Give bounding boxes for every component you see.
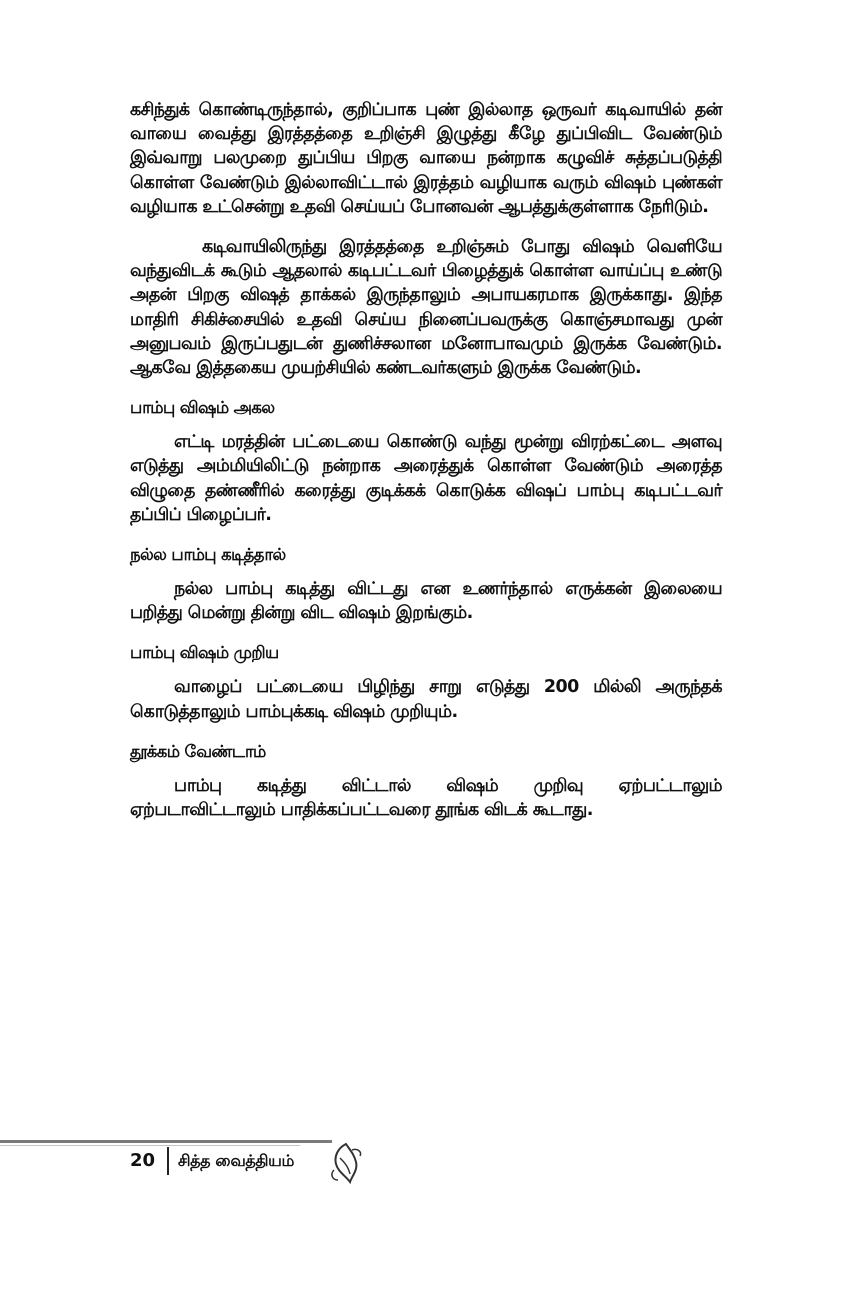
paragraph-2: கடிவாயிலிருந்து இரத்தத்தை உறிஞ்சும் போது விஷம் வெளியே வந்துவிடக் கூடும் ஆதலால் கடிபட்டவர் பிழைத்துக் கொள்ள வாய்ப்பு உண்டு அதன் பிறகு விஷத் தாக்கல் இருந்தாலும் அபாயகரமாக இருக்காது. இந்த மாதிரி சிகிச்சையில் உதவி செய்ய நினைப்பவருக்கு கொஞ்சமாவது முன் அனுபவம் இருப்பதுடன் துணிச்சலான மனோபாவமும் இருக்க வேண்டும். ஆகவே இத்தகைய முயற்சியில் கண்டவர்களும் இருக்க வேண்டும். [130,237,722,379]
section-heading-4: தூக்கம் வேண்டாம் [130,741,266,761]
paragraph-3: எட்டி மரத்தின் பட்டையை கொண்டு வந்து மூன்று விரற்கட்டை அளவு எடுத்து அம்மியிலிட்டு நன்றாக அரைத்துக் கொள்ள வேண்டும் அரைத்த விழுதை தண்ணீரில் கரைத்து குடிக்கக் கொடுக்க விஷப் பாம்பு கடிபட்டவர் தப்பிப் பிழைப்பர். [130,432,722,525]
section-heading-3: பாம்பு விஷம் முறிய [130,643,279,663]
page-content [130,98,722,822]
paragraph-1: கசிந்துக் கொண்டிருந்தால், குறிப்பாக புண் இல்லாத ஒருவர் கடிவாயில் தன் வாயை வைத்து இரத்தத்தை உறிஞ்சி இழுத்து கீழே துப்பிவிட வேண்டும் இவ்வாறு பலமுறை துப்பிய பிறகு வாயை நன்றாக கழுவிச் சுத்தப்படுத்தி கொள்ள வேண்டும் இல்லாவிட்டால் இரத்தம் வழியாக வரும் விஷம் புண்கள் வழியாக உட்சென்று உதவி செய்யப் போனவன் ஆபத்துக்குள்ளாக நேரிடும். [130,100,722,217]
section-heading-1: பாம்பு விஷம் அகல [130,398,275,418]
book-title: சித்த வைத்தியம் [178,1151,294,1170]
footer-separator [167,1147,169,1175]
paragraph-5: வாழைப் பட்டையை பிழிந்து சாறு எடுத்து 200 மில்லி அருந்தக் கொடுத்தாலும் பாம்புக்கடி விஷம் முறியும். [130,677,722,722]
page-number: 20 [130,1150,156,1171]
paragraph-4: நல்ல பாம்பு கடித்து விட்டது என உணர்ந்தால் எருக்கன் இலையை பறித்து மென்று தின்று விட விஷம் இறங்கும். [130,579,722,624]
section-heading-2: நல்ல பாம்பு கடித்தால் [130,545,286,565]
footer-divider [0,1140,332,1143]
paragraph-6: பாம்பு கடித்து விட்டால் விஷம் முறிவு ஏற்பட்டாலும் ஏற்படாவிட்டாலும் பாதிக்கப்பட்டவரை தூங்க விடக் கூடாது. [130,775,722,821]
leaf-ornament-icon [326,1140,366,1186]
footer-divider-thin [0,1145,300,1146]
